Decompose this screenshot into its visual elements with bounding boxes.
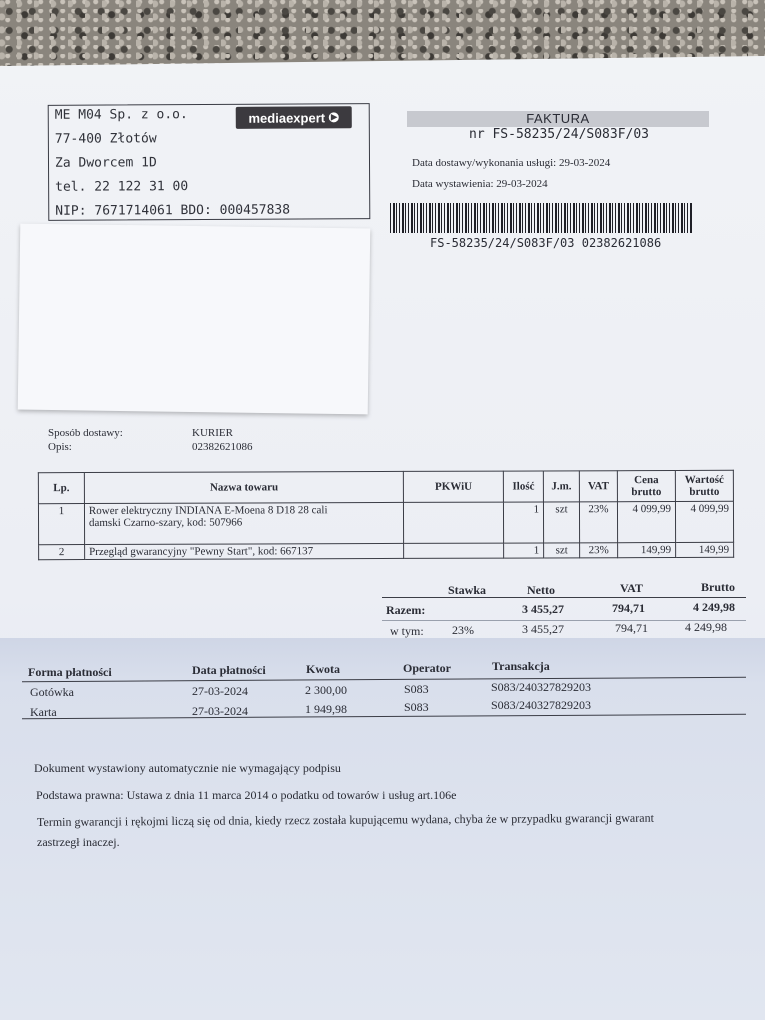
summary-divider <box>382 597 746 598</box>
row-unit: szt <box>544 502 580 543</box>
row-pkwiu <box>404 502 504 543</box>
shipping-desc-value: 02382621086 <box>192 441 253 453</box>
play-arrow-icon: ▶ <box>330 112 338 122</box>
summary-incl-net: 3 455,27 <box>522 622 564 636</box>
row-name <box>84 502 403 544</box>
seller-street: Za Dworcem 1D <box>54 155 157 171</box>
mediaexpert-logo <box>236 106 352 129</box>
shipping-method-value: KURIER <box>192 427 233 439</box>
invoice-barcode <box>390 203 692 233</box>
pay-row-1-amount: 2 300,00 <box>305 683 347 697</box>
col-unit: J.m. <box>543 471 579 502</box>
row-vat: 23% <box>580 543 618 558</box>
row-vat: 23% <box>580 502 618 543</box>
pay-header-amount: Kwota <box>306 662 340 676</box>
note-warranty-line1: Termin gwarancji i rękojmi liczą się od dnia, kiedy rzecz została kupującemu wydana, chyba że w przypadku gwarancji gwarant <box>36 810 654 829</box>
summary-header-net: Netto <box>527 583 555 597</box>
row-price: 4 099,99 <box>617 501 675 542</box>
col-value-line1: Wartość <box>684 473 724 486</box>
row-lp: 2 <box>39 545 85 560</box>
pay-row-2-operator: S083 <box>404 700 429 714</box>
seller-name: ME M04 Sp. z o.o. <box>54 107 188 123</box>
logo-text: mediaexpert <box>248 109 326 126</box>
col-value <box>675 470 733 501</box>
redacted-address-card <box>18 224 371 415</box>
pay-row-2-amount: 1 949,98 <box>305 702 347 716</box>
col-qty: Ilość <box>503 471 543 502</box>
row-name-line2: damski Czarno-szary, kod: 507966 <box>88 516 243 530</box>
col-pkwiu: PKWiU <box>404 471 504 502</box>
summary-incl-label: w tym: <box>390 624 424 638</box>
shipping-method-label: Sposób dostawy: <box>48 427 123 439</box>
note-warranty-line2: zastrzegł inaczej. <box>37 835 120 849</box>
row-value: 4 099,99 <box>675 501 733 542</box>
invoice-number: nr FS-58235/24/S083F/03 <box>469 127 650 142</box>
pay-header-date: Data płatności <box>192 663 266 677</box>
col-price <box>617 470 675 501</box>
pay-row-2-transaction: S083/240327829203 <box>491 698 592 712</box>
col-price-line2: brutto <box>631 486 662 499</box>
items-table <box>38 470 734 560</box>
delivery-date: Data dostawy/wykonania usługi: 29-03-2024 <box>412 157 611 169</box>
pay-row-1-transaction: S083/240327829203 <box>491 680 592 694</box>
table-row <box>38 501 733 544</box>
pay-header-transaction: Transakcja <box>492 659 550 673</box>
pay-header-form: Forma płatności <box>28 665 112 679</box>
row-lp: 1 <box>38 504 84 545</box>
seller-city: 77-400 Złotów <box>54 131 157 147</box>
row-pkwiu <box>404 543 504 558</box>
row-name-line1: Rower elektryczny INDIANA E-Moena 8 D18 28 cali <box>88 504 328 518</box>
summary-incl-gross: 4 249,98 <box>685 620 727 634</box>
seller-box <box>48 103 371 221</box>
table-row <box>39 542 734 559</box>
issue-date: Data wystawienia: 29-03-2024 <box>412 178 548 190</box>
summary-total-net: 3 455,27 <box>522 602 564 616</box>
seller-tax-ids: NIP: 7671714061 BDO: 000457838 <box>55 202 291 219</box>
pay-row-2-form: Karta <box>30 705 57 719</box>
note-auto-document: Dokument wystawiony automatycznie nie wymagający podpisu <box>34 761 341 775</box>
summary-total-vat: 794,71 <box>612 601 645 615</box>
col-vat: VAT <box>579 471 617 502</box>
invoice-title: FAKTURA <box>407 111 709 127</box>
summary-total-label: Razem: <box>386 603 426 617</box>
summary-incl-vat: 794,71 <box>615 621 648 635</box>
col-name: Nazwa towaru <box>84 471 403 503</box>
pay-row-2-date: 27-03-2024 <box>192 704 248 718</box>
row-unit: szt <box>544 543 580 558</box>
shipping-desc-label: Opis: <box>48 441 72 453</box>
pay-row-1-date: 27-03-2024 <box>192 684 248 698</box>
barcode-text: FS-58235/24/S083F/03 02382621086 <box>430 236 662 250</box>
summary-header-rate: Stawka <box>448 583 487 597</box>
note-legal-basis: Podstawa prawna: Ustawa z dnia 11 marca 2014 o podatku od towarów i usług art.106e <box>36 788 457 802</box>
row-name: Przegląd gwarancyjny "Pewny Start", kod: 667137 <box>85 543 404 559</box>
summary-header-gross: Brutto <box>701 580 735 594</box>
summary-total-gross: 4 249,98 <box>693 600 735 614</box>
col-lp: Lp. <box>38 473 84 504</box>
col-price-line1: Cena <box>634 474 659 487</box>
col-value-line2: brutto <box>689 485 720 498</box>
pay-row-1-operator: S083 <box>404 682 429 696</box>
row-qty: 1 <box>504 502 544 543</box>
pay-header-operator: Operator <box>403 661 451 675</box>
row-price: 149,99 <box>618 542 676 557</box>
row-value: 149,99 <box>676 542 734 557</box>
seller-phone: tel. 22 122 31 00 <box>55 179 189 195</box>
summary-incl-rate: 23% <box>452 623 474 637</box>
summary-header-vat: VAT <box>620 581 643 595</box>
items-header-row <box>38 470 733 503</box>
row-qty: 1 <box>504 543 544 558</box>
pay-row-1-form: Gotówka <box>30 685 74 699</box>
